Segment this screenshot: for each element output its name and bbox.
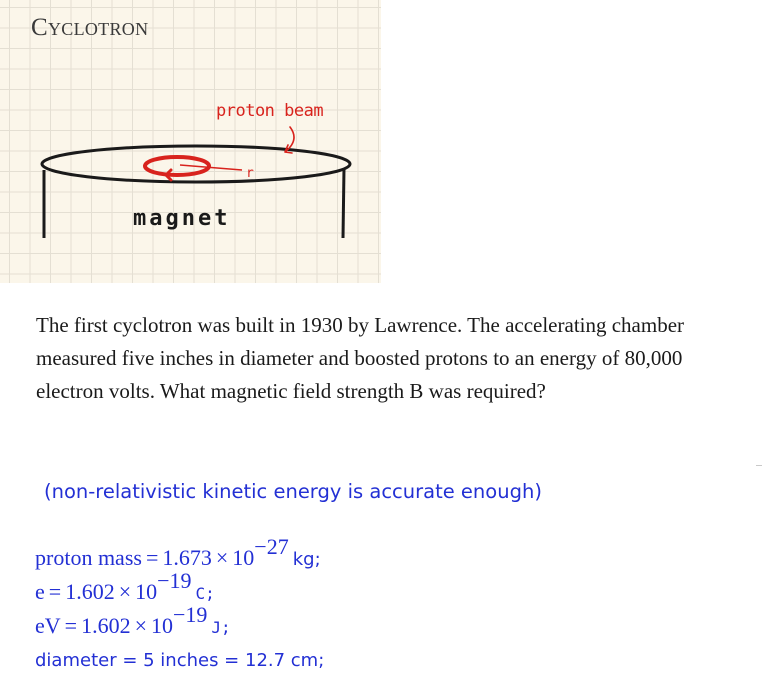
proton-beam-label: proton beam bbox=[216, 101, 324, 121]
figure-title: Cyclotron bbox=[31, 14, 149, 41]
magnet-right-side bbox=[343, 168, 344, 238]
diameter-definition: diameter = 5 inches = 12.7 cm; bbox=[35, 650, 325, 671]
magnet-top-outline bbox=[42, 146, 350, 182]
radius-line bbox=[180, 165, 242, 170]
charge-definition: $e = 1.602 \times 10^{-19}$ C; bbox=[35, 568, 215, 604]
question-text: The first cyclotron was built in 1930 by Lawrence. The accelerating chamber measured five inches in diameter and boosted protons to an energy of 80,000 electron volts. What magnetic field strength B was required? bbox=[36, 313, 685, 403]
radius-label: r bbox=[246, 166, 254, 181]
ev-definition: eV = $1.602 \times 10^{-19}$ J; bbox=[35, 602, 231, 638]
cyclotron-drawing bbox=[0, 0, 381, 283]
orbit-arrow bbox=[166, 170, 181, 180]
proton-mass-definition: proton mass = $1.673 \times 10^{-27}$ kg; bbox=[35, 534, 321, 570]
hint-text: (non-relativistic kinetic energy is accurate enough) bbox=[44, 480, 542, 503]
margin-tick bbox=[756, 465, 762, 466]
magnet-label: magnet bbox=[133, 206, 231, 231]
cyclotron-figure bbox=[0, 0, 381, 283]
